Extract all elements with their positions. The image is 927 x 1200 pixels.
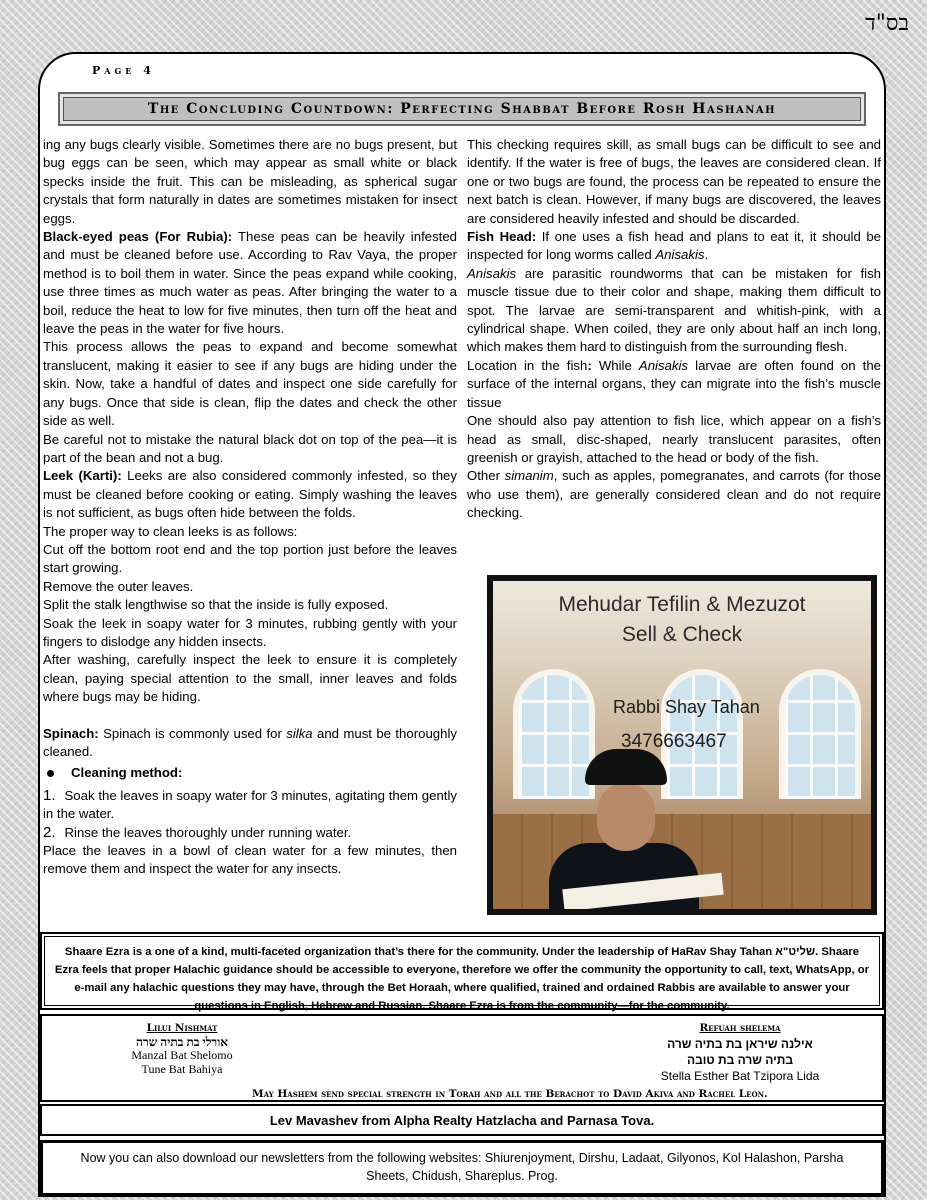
paragraph-leek (43, 467, 457, 522)
tefilin-advertisement (487, 575, 877, 915)
ad-subheadline: Sell & Check (621, 623, 743, 646)
paragraph-fish (467, 228, 881, 265)
paragraph: This process allows the peas to expand and become somewhat translucent, making it easier to see if any bugs are hiding under the skin. Now, take a handful of dates and inspect one side carefully for any bugs. Once that side is clean, flip the dates and check the other side as well. (43, 339, 457, 429)
paragraph: Be careful not to mistake the natural black dot on top of the pea—it is part of the bean and not a bug. (43, 431, 457, 465)
item-text: Rinse the leaves thoroughly under running water. (64, 824, 352, 840)
paragraph: The proper way to clean leeks is as follows: (43, 523, 298, 539)
spacer (43, 707, 457, 725)
paragraph: One should also pay attention to fish lice, which appear on a fish’s head as small, disc-shaped, nearly translucent parasites, often greenish or grayish, attached to the head or body of the fish. (467, 413, 881, 465)
paragraph-text: : (587, 357, 592, 373)
paragraph-text: These peas can be heavily infested and must be cleaned before use. According to Rav Vaya, the proper method is to boil them in water. Since the peas expand while cooking, use three times as much water as peas. After bringing the water to a boil, reduce the heat to low for five minutes, then turn off the heat and leave the peas in the water for five hours. (43, 229, 457, 337)
ad-rabbi-name: Rabbi Shay Tahan (613, 697, 760, 717)
paragraph: Cut off the bottom root end and the top portion just before the leaves start growing. (43, 541, 457, 576)
paragraph-spinach (43, 725, 457, 762)
paragraph-text: are parasitic roundworms that can be mistaken for fish muscle tissue due to their color and shape, making them difficult to spot. The larvae are semi-transparent and whitish-pink, with a cylindrical shape. When coiled, they are only about half an inch long, which makes them hard to distinguish from the surrounding flesh. (467, 265, 881, 355)
paragraph: Split the stalk lengthwise so that the inside is fully exposed. (43, 597, 389, 613)
italic-term: Anisakis (638, 357, 689, 373)
paragraph-text: . (704, 247, 709, 263)
shaare-ezra-notice: Shaare Ezra is a one of a kind, multi-faceted organization that’s there for the community. Under the leadership of HaRav Shay Tahan שליט"א. Shaare Ezra feels that proper Halachic guidance should be accessible to everyone, therefore we offer the community the opportunity to call, text, WhatsApp, or e-mail any halachic questions they may have, through the Bet Horaah, where qualified, trained and ordained Rabbis are available to answer your questions in English, Hebrew and Russian. Shaare Ezra is from the community—for the community. (40, 932, 884, 1010)
paragraph-anisakis (467, 265, 881, 357)
paragraph-text: While (591, 357, 639, 373)
rabbi-photo-face (597, 783, 655, 851)
download-notice: Now you can also download our newsletters from the following websites: Shiurenjoyment, Dirshu, Ladaat, Gilyonos, Kol Halashon, Parsha Sheets, Chidush, Shareplus. Prog. (40, 1140, 884, 1196)
lilui-nishmat-list (102, 1022, 262, 1076)
sponsor-line: Lev Mavashev from Alpha Realty Hatzlacha and Parnasa Tova. (40, 1104, 884, 1136)
paragraph-text: and must be thoroughly cleaned. (43, 725, 457, 759)
title-banner (58, 92, 866, 126)
paragraph-text: Spinach is commonly used for (98, 725, 287, 741)
section-heading: Spinach: (43, 725, 99, 741)
newsletter-page (38, 52, 886, 1197)
italic-term: Anisakis (467, 265, 517, 281)
bullet-item (43, 764, 457, 782)
paragraph-other (467, 467, 881, 522)
item-text: Soak the leaves in soapy water for 3 minutes, agitating them gently in the water. (43, 787, 457, 822)
paragraph: ing any bugs clearly visible. Sometimes there are no bugs present, but bug eggs can be seen, which may appear as small white or black specks inside the fruit. This can be misleading, as spherical sugar crystals that form naturally in dates are sometimes mistaken for insect eggs. (43, 137, 457, 226)
bullet-icon (47, 770, 54, 777)
italic-term: silka (286, 725, 313, 741)
paragraph-peas (43, 228, 457, 338)
paragraph: Place the leaves in a bowl of clean water for a few minutes, then remove them and inspect the water for any insects. (43, 843, 457, 877)
rabbi-photo-hat (585, 749, 667, 785)
section-heading: Black-eyed peas (For Rubia): (43, 229, 233, 245)
window-arch-graphic (779, 669, 861, 799)
paragraph: After washing, carefully inspect the leek to ensure it is completely clean, paying special attention to the small, inner leaves and folds where bugs may be hiding. (43, 652, 457, 705)
refuah-name: בתיה שרה בת טובה (686, 1053, 794, 1067)
bullet-text: Cleaning method: (71, 765, 183, 781)
paragraph-text: larvae are often found on the surface of the internal organs, they can migrate into the fish’s muscle tissue (467, 357, 881, 410)
paragraph: Remove the outer leaves. (43, 578, 194, 594)
ad-phone-number: 3476663467 (621, 731, 727, 752)
paragraph: Soak the leek in soapy water for 3 minutes, rubbing gently with your fingers to dislodge any hidden insects. (43, 615, 457, 649)
paragraph-text: Other (467, 468, 505, 484)
refuah-name: אילנה שיראן בת בתיה שרה (667, 1037, 813, 1051)
paragraph-location (467, 357, 881, 412)
italic-term: simanim (504, 468, 554, 484)
memorial-name: אורלי בת בתיה שרה (136, 1034, 228, 1049)
item-number: 1. (43, 786, 56, 804)
bsd-mark: בס"ד (865, 11, 909, 36)
lilui-nishmat-heading: Lilui Nishmat (146, 1022, 218, 1034)
left-column (43, 136, 457, 879)
refuah-name: Stella Esther Bat Tzipora Lida (660, 1069, 820, 1083)
paragraph: This checking requires skill, as small bugs can be difficult to see and identify. If the water is free of bugs, the leaves are considered clean. If one or two bugs are found, the process can be repeated to ensure the next batch is clean. However, if many bugs are discovered, the leaves are considered heavily infested and should be discarded. (467, 137, 881, 226)
numbered-item (43, 787, 457, 824)
memorial-name: Tune Bat Bahiya (141, 1061, 223, 1076)
item-number: 2. (43, 823, 56, 841)
section-heading: Fish Head: (467, 229, 537, 245)
memorial-name: Manzal Bat Shelomo (131, 1048, 233, 1062)
article-title: The Concluding Countdown: Perfecting Shabbat Before Rosh Hashanah (147, 101, 777, 117)
numbered-item (43, 824, 457, 842)
page-label: Page 4 (92, 64, 155, 77)
paragraph-text: Leeks are also considered commonly infested, so they must be cleaned before cooking or eating. Simply washing the leaves is not sufficient, as bugs often hide between the folds. (43, 468, 457, 521)
refuah-shelema-list (630, 1020, 850, 1084)
right-column (467, 136, 881, 523)
paragraph-text: If one uses a fish head and plans to eat it, it should be inspected for long worms called (467, 229, 881, 263)
blessing-line: May Hashem send special strength in Torah and all the Berachot to David Akiva and Rachel Leon. (252, 1088, 768, 1100)
paragraph-text: Location in the fish (467, 357, 588, 373)
italic-term: Anisakis (655, 247, 705, 263)
paragraph-text: , such as apples, pomegranates, and carrots (for those who use them), are generally considered clean and do not require checking. (467, 468, 881, 521)
ad-headline: Mehudar Tefilin & Mezuzot (558, 593, 806, 616)
memorial-box (40, 1014, 884, 1102)
section-heading: Leek (Karti): (43, 468, 122, 484)
refuah-shelema-heading: Refuah shelema (699, 1022, 781, 1034)
